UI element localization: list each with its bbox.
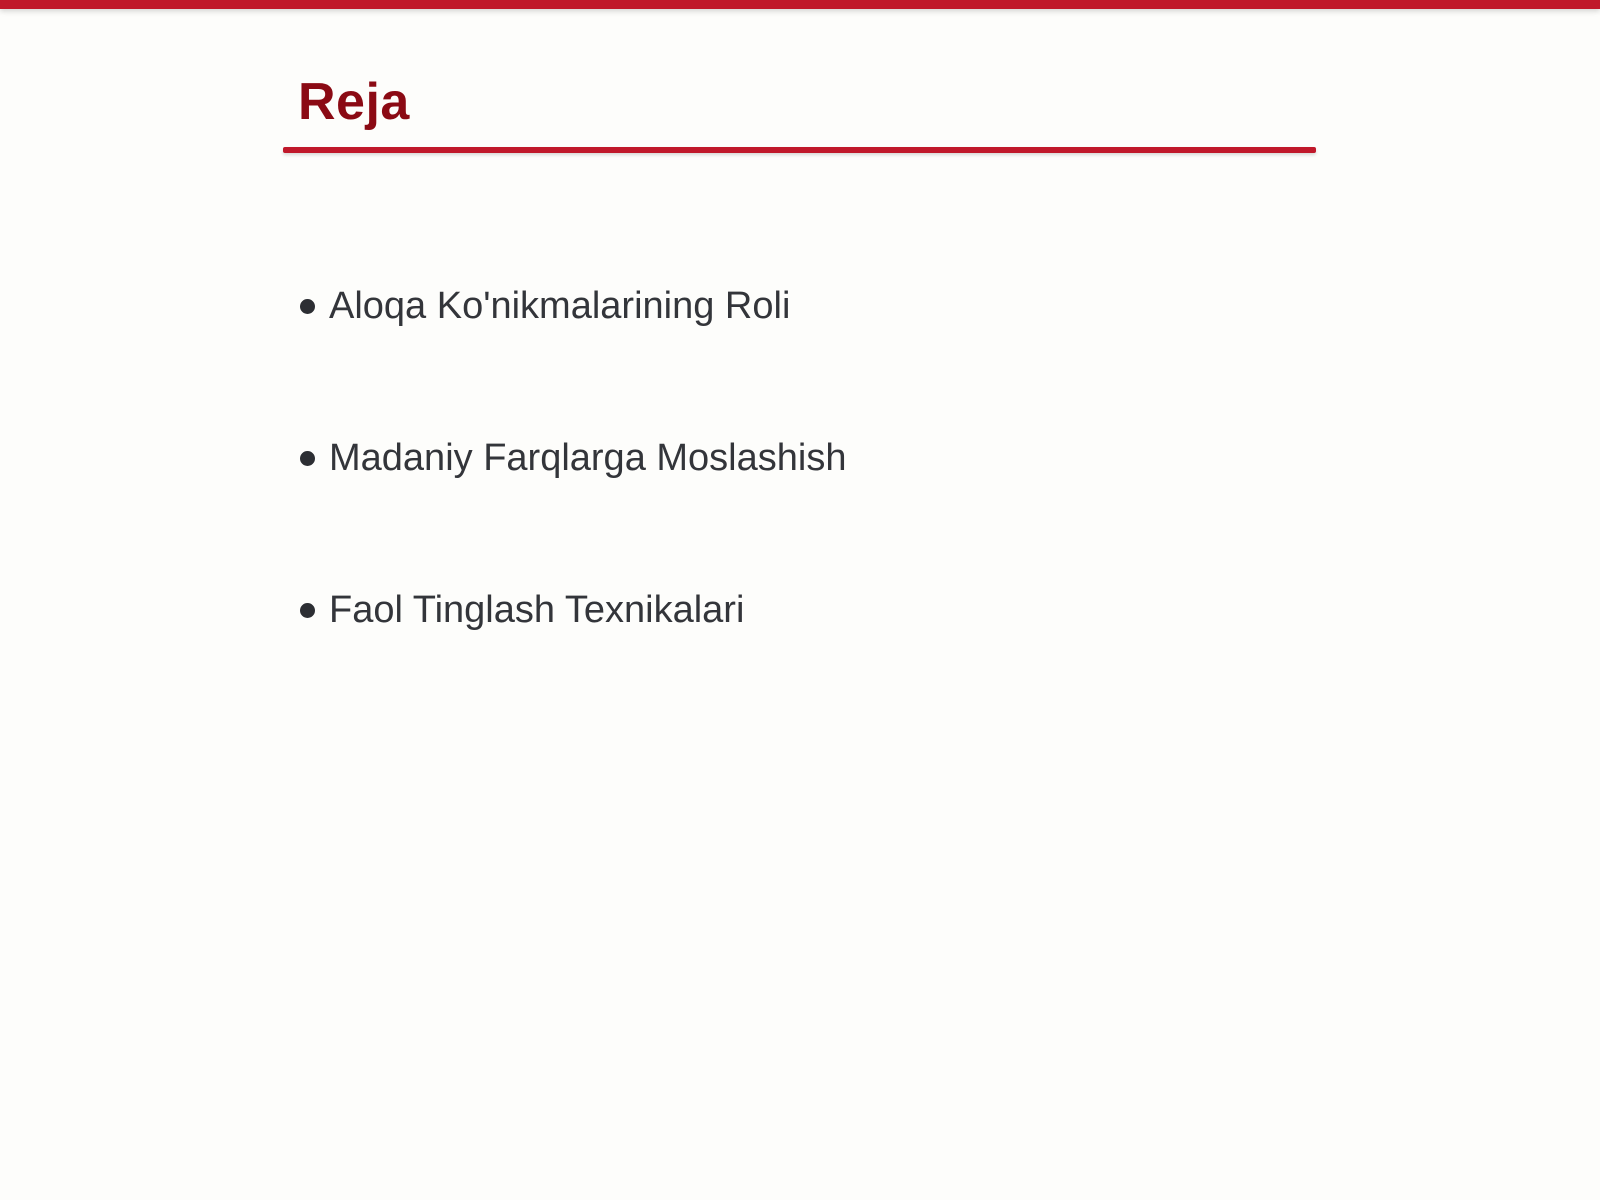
agenda-item-label: Aloqa Ko'nikmalarining Roli	[329, 284, 791, 327]
top-accent-bar	[0, 0, 1600, 9]
slide-title: Reja	[298, 73, 410, 131]
agenda-item-label: Faol Tinglash Texnikalari	[329, 588, 745, 631]
agenda-list	[300, 278, 846, 734]
bullet-icon	[300, 299, 315, 314]
bullet-icon	[300, 603, 315, 618]
agenda-item	[300, 430, 846, 486]
bullet-icon	[300, 451, 315, 466]
agenda-item	[300, 278, 846, 334]
agenda-item	[300, 582, 846, 638]
agenda-item-label: Madaniy Farqlarga Moslashish	[329, 436, 847, 479]
title-underline	[283, 147, 1316, 153]
